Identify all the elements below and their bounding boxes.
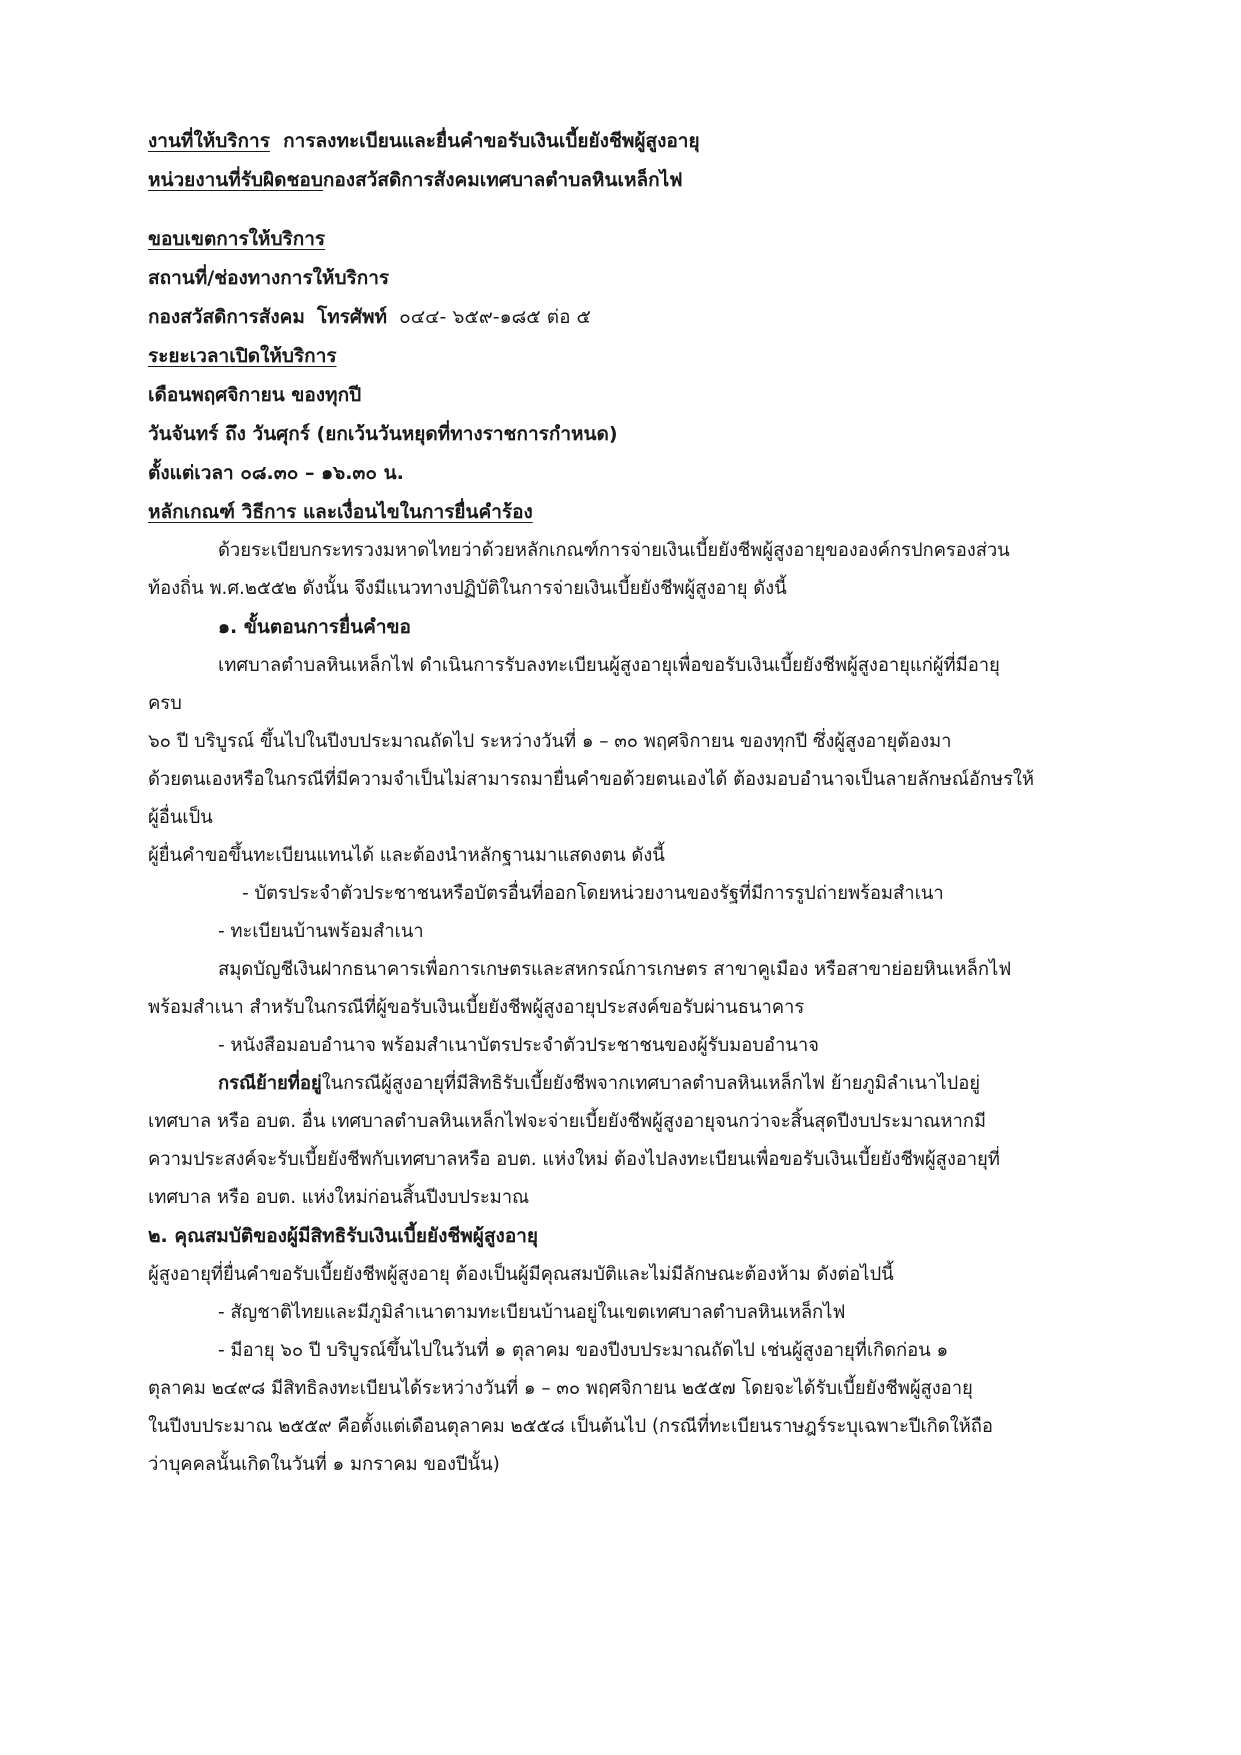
service-line	[148, 122, 1108, 161]
section1-heading: ๑. ขั้นตอนการยื่นคำขอ	[218, 616, 411, 638]
phone-label: โทรศัพท์	[316, 306, 388, 328]
criteria-intro-line-1: ด้วยระเบียบกระทรวงมหาดไทยว่าด้วยหลักเกณฑ์การจ่ายเงินเบี้ยยังชีพผู้สูงอายุขององค์กรปกครองส่วน	[218, 540, 1010, 561]
relocation-line-2: เทศบาล หรือ อบต. อื่น เทศบาลตำบลหินเหล็กไฟจะจ่ายเบี้ยยังชีพผู้สูงอายุจนกว่าจะสิ้นสุดปีงบประมาณหากมี	[148, 1111, 986, 1132]
document-content	[148, 122, 1108, 1484]
criteria-intro-line-2: ท้องถิ่น พ.ศ.๒๕๕๒ ดังนั้น จึงมีแนวทางปฏิบัติในการจ่ายเงินเบี้ยยังชีพผู้สูงอายุ ดังนี้	[148, 578, 787, 599]
section1-para-line-3: ๖๐ ปี บริบูรณ์ ขึ้นไปในปีงบประมาณถัดไป ระหว่างวันที่ ๑ – ๓๐ พฤศจิกายน ของทุกปี ซึ่งผู้สูงอายุต้องมา	[148, 731, 952, 752]
age-line-1: - มีอายุ ๖๐ ปี บริบูรณ์ขึ้นไปในวันที่ ๑ ตุลาคม ของปีงบประมาณถัดไป เช่นผู้สูงอายุที่เกิดก่อน ๑	[218, 1340, 949, 1361]
bank-book-line-2: พร้อมสำเนา สำหรับในกรณีที่ผู้ขอรับเงินเบี้ยยังชีพผู้สูงอายุประสงค์ขอรับผ่านธนาคาร	[148, 997, 805, 1018]
service-value: การลงทะเบียนและยื่นคำขอรับเงินเบี้ยยังชีพผู้สูงอายุ	[283, 130, 700, 152]
spacer	[148, 200, 1108, 220]
section1-para-line-6: ผู้ยื่นคำขอขึ้นทะเบียนแทนได้ และต้องนำหลักฐานมาแสดงตน ดังนี้	[148, 845, 665, 866]
relocation-line-4: เทศบาล หรือ อบต. แห่งใหม่ก่อนสิ้นปีงบประมาณ	[148, 1187, 530, 1208]
age-line-3: ในปีงบประมาณ ๒๕๕๙ คือตั้งแต่เดือนตุลาคม ๒๕๕๘ เป็นต้นไป (กรณีที่ทะเบียนราษฎร์ระบุเฉพาะปีเกิดให้ถือ	[148, 1416, 993, 1437]
section1-para-line-1: เทศบาลตำบลหินเหล็กไฟ ดำเนินการรับลงทะเบียนผู้สูงอายุเพื่อขอรับเงินเบี้ยยังชีพผู้สูงอายุแก่ผู้ที่มีอายุ	[218, 655, 1000, 676]
office-phone-line	[148, 298, 1108, 337]
place-heading: สถานที่/ช่องทางการให้บริการ	[148, 267, 390, 289]
criteria-heading: หลักเกณฑ์ วิธีการ และเงื่อนไขในการยื่นคำร้อง	[148, 501, 533, 523]
hours-heading: ระยะเวลาเปิดให้บริการ	[148, 345, 337, 367]
section2-heading: ๒. คุณสมบัติของผู้มีสิทธิรับเงินเบี้ยยังชีพผู้สูงอายุ	[148, 1225, 539, 1247]
age-line-4: ว่าบุคคลนั้นเกิดในวันที่ ๑ มกราคม ของปีนั้น)	[148, 1454, 500, 1475]
section1-para-line-5: ผู้อื่นเป็น	[148, 807, 213, 828]
bank-book-line-1: สมุดบัญชีเงินฝากธนาคารเพื่อการเกษตรและสหกรณ์การเกษตร สาขาคูเมือง หรือสาขาย่อยหินเหล็กไฟ	[218, 959, 1012, 980]
age-line-2: ตุลาคม ๒๔๙๘ มีสิทธิลงทะเบียนได้ระหว่างวันที่ ๑ – ๓๐ พฤศจิกายน ๒๕๕๗ โดยจะได้รับเบี้ยยังชีพผู้สูงอายุ	[148, 1378, 973, 1399]
phone-value: ๐๔๔- ๖๕๙-๑๘๕ ต่อ ๕	[399, 306, 591, 328]
relocation-line-1	[148, 1065, 1108, 1103]
service-label: งานที่ให้บริการ	[148, 130, 270, 152]
list-item-id-card: - บัตรประจำตัวประชาชนหรือบัตรอื่นที่ออกโดยหน่วยงานของรัฐที่มีการรูปถ่ายพร้อมสำเนา	[242, 883, 944, 904]
list-item-nationality: - สัญชาติไทยและมีภูมิลำเนาตามทะเบียนบ้านอยู่ในเขตเทศบาลตำบลหินเหล็กไฟ	[218, 1302, 846, 1323]
service-month: เดือนพฤศจิกายน ของทุกปี	[148, 384, 362, 406]
list-item-house-registration: - ทะเบียนบ้านพร้อมสำเนา	[218, 921, 424, 942]
section1-para-line-2: ครบ	[148, 693, 182, 714]
section2-intro: ผู้สูงอายุที่ยื่นคำขอรับเบี้ยยังชีพผู้สูงอายุ ต้องเป็นผู้มีคุณสมบัติและไม่มีลักษณะต้องห้าม ดังต่อไปนี้	[148, 1264, 894, 1285]
unit-label: หน่วยงานที่รับผิดชอบ	[148, 169, 323, 191]
service-days: วันจันทร์ ถึง วันศุกร์ (ยกเว้นวันหยุดที่ทางราชการกำหนด)	[148, 423, 618, 445]
list-item-power-of-attorney: - หนังสือมอบอำนาจ พร้อมสำเนาบัตรประจำตัวประชาชนของผู้รับมอบอำนาจ	[218, 1035, 819, 1056]
unit-value: กองสวัสดิการสังคมเทศบาลตำบลหินเหล็กไฟ	[322, 169, 683, 191]
relocation-text: ในกรณีผู้สูงอายุที่มีสิทธิรับเบี้ยยังชีพจากเทศบาลตำบลหินเหล็กไฟ ย้ายภูมิลำเนาไปอยู่	[321, 1073, 980, 1094]
section1-para-line-4: ด้วยตนเองหรือในกรณีที่มีความจำเป็นไม่สามารถมายื่นคำขอด้วยตนเองได้ ต้องมอบอำนาจเป็นลายลักษณ์อักษรให้	[148, 769, 1034, 790]
scope-heading: ขอบเขตการให้บริการ	[148, 228, 326, 250]
unit-line	[148, 161, 1108, 200]
relocation-label: กรณีย้ายที่อยู่	[218, 1073, 322, 1094]
relocation-line-3: ความประสงค์จะรับเบี้ยยังชีพกับเทศบาลหรือ อบต. แห่งใหม่ ต้องไปลงทะเบียนเพื่อขอรับเงินเบี้ยยังชีพผู้สูงอายุที่	[148, 1149, 1000, 1170]
service-time: ตั้งแต่เวลา ๐๘.๓๐ – ๑๖.๓๐ น.	[148, 462, 404, 484]
office-name: กองสวัสดิการสังคม	[148, 306, 305, 328]
